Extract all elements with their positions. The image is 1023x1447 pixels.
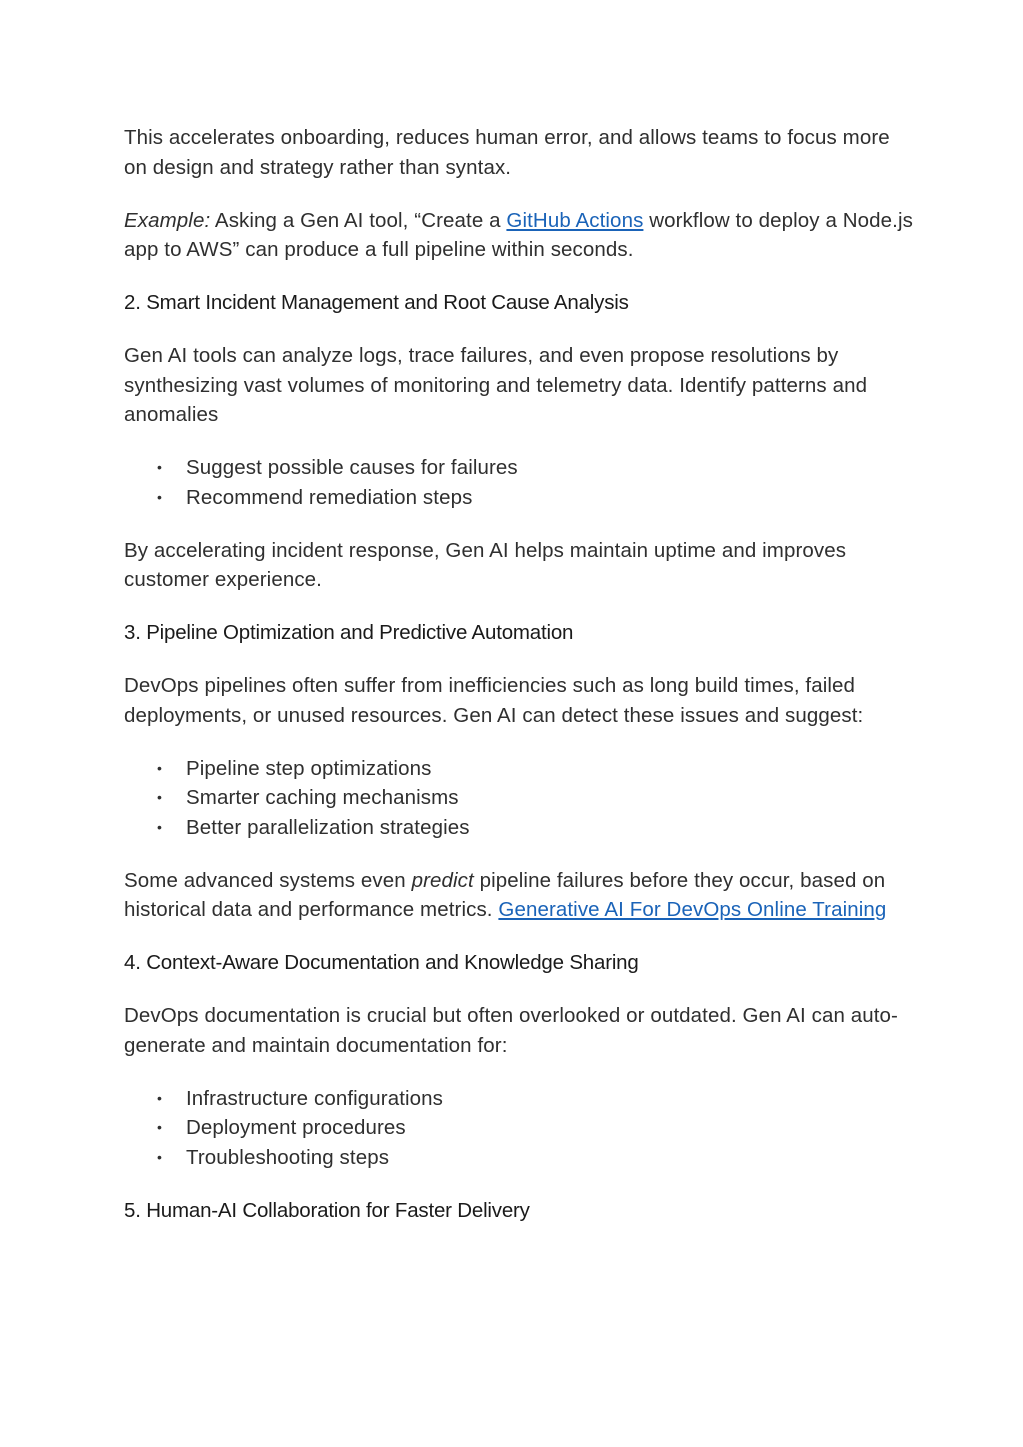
section-3-heading: 3. Pipeline Optimization and Predictive Automation — [124, 621, 574, 644]
section-4-body: DevOps documentation is crucial but often overlooked or outdated. Gen AI can auto-generate and maintain documentation for: — [124, 1004, 898, 1057]
list-item — [124, 1143, 914, 1173]
bullet-icon: • — [157, 818, 163, 835]
section-4-heading: 4. Context-Aware Documentation and Knowledge Sharing — [124, 951, 639, 974]
list-item-text: Better parallelization strategies — [186, 815, 470, 839]
section-2-heading: 2. Smart Incident Management and Root Cause Analysis — [124, 291, 629, 314]
list-item-text: Smarter caching mechanisms — [186, 786, 459, 809]
section-3-closing — [124, 866, 914, 925]
section-3-body: DevOps pipelines often suffer from inefficiencies such as long build times, failed deployments, or unused resources. Gen AI can detect these issues and suggest: — [124, 674, 864, 727]
section-5-heading: 5. Human-AI Collaboration for Faster Delivery — [124, 1198, 530, 1222]
list-item-text: Pipeline step optimizations — [186, 756, 432, 780]
closing-italic-word: predict — [411, 868, 474, 892]
list-item-text: Recommend remediation steps — [186, 485, 473, 509]
example-paragraph — [124, 206, 914, 265]
bullet-icon: • — [157, 1119, 163, 1135]
list-item-text: Troubleshooting steps — [186, 1145, 390, 1169]
list-item-text: Infrastructure configurations — [186, 1086, 443, 1110]
bullet-icon: • — [157, 488, 163, 505]
list-item-text: Suggest possible causes for failures — [186, 456, 518, 479]
list-item — [124, 754, 914, 784]
list-item — [124, 483, 914, 513]
document-page — [124, 123, 914, 1249]
github-actions-link[interactable]: GitHub Actions — [506, 208, 644, 232]
list-item-text: Deployment procedures — [186, 1116, 406, 1139]
bullet-icon: • — [157, 759, 163, 776]
section-2-closing: By accelerating incident response, Gen AI helps maintain uptime and improves customer experience. — [124, 538, 847, 591]
list-item — [124, 783, 914, 813]
list-item — [124, 1084, 914, 1114]
bullet-icon: • — [157, 789, 163, 805]
devops-training-link[interactable]: Generative AI For DevOps Online Training — [498, 898, 887, 921]
list-item — [124, 453, 914, 483]
list-item — [124, 813, 914, 843]
example-text-after: workflow to deploy a Node.js app to AWS” can produce a full pipeline within seconds. — [124, 208, 913, 261]
closing-text-after: pipeline failures before they occur, based on historical data and performance metrics. — [124, 868, 886, 921]
closing-text-before: Some advanced systems even — [124, 868, 412, 892]
bullet-icon: • — [157, 1089, 163, 1106]
section-4-bullet-list — [124, 1084, 914, 1173]
list-item — [124, 1113, 914, 1143]
section-2-body: Gen AI tools can analyze logs, trace failures, and even propose resolutions by synthesizing vast volumes of monitoring and telemetry data. Identify patterns and anomalies — [124, 344, 868, 426]
bullet-icon: • — [157, 1148, 163, 1165]
bullet-icon: • — [157, 459, 163, 475]
intro-paragraph: This accelerates onboarding, reduces human error, and allows teams to focus more on design and strategy rather than syntax. — [124, 126, 890, 179]
section-2-bullet-list — [124, 453, 914, 512]
example-text-before: Asking a Gen AI tool, “Create a — [210, 208, 507, 232]
example-label: Example: — [124, 208, 211, 232]
section-3-bullet-list — [124, 754, 914, 843]
